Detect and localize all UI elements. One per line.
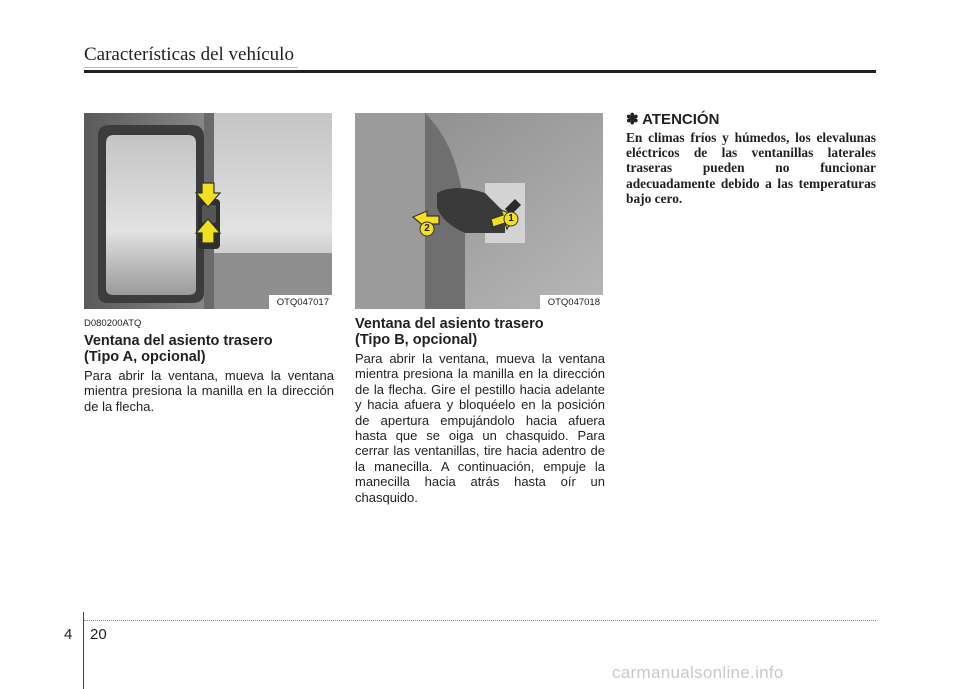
footer-rule: [84, 620, 876, 621]
caution-body: En climas fríos y húmedos, los elevalunas eléctricos de las ventanillas laterales traseras pueden no funcionar adecuadamente debido a las temperaturas bajo cero.: [626, 130, 876, 206]
section-a-heading-line1: Ventana del asiento trasero: [84, 333, 273, 349]
footer-divider: [83, 612, 84, 689]
figure-window-type-a: [84, 113, 332, 309]
window-type-b-illustration: [355, 113, 603, 309]
section-b-heading-line1: Ventana del asiento trasero: [355, 316, 544, 332]
callout-2: 2: [424, 223, 430, 234]
figure-caption: OTQ047018: [540, 295, 603, 309]
section-a-body: Para abrir la ventana, mueva la ventana mientra presiona la manilla en la dirección de la flecha.: [84, 368, 334, 414]
header-rule: [84, 70, 876, 73]
caution-title: ✽ ATENCIÓN: [626, 111, 720, 128]
figure-caption: OTQ047017: [269, 295, 332, 309]
callout-1: 1: [508, 213, 514, 224]
watermark: carmanualsonline.info: [612, 663, 784, 682]
window-type-a-illustration: [84, 113, 332, 309]
section-a-heading-line2: (Tipo A, opcional): [84, 349, 206, 365]
section-b-heading: [355, 316, 610, 348]
section-b-body: Para abrir la ventana, mueva la ventana mientra presiona la manilla en la dirección de la flecha. Gire el pestillo hacia adelante y hacia afuera y bloquéelo en la posición de apertura empujándolo hacia afuera hasta que se oiga un chasquido. Para cerrar las ventanillas, tire hacia adentro de la manecilla. A continuación, empuje la manecilla hacia atrás hasta oír un chasquido.: [355, 351, 605, 505]
figure-window-type-b: [355, 113, 603, 309]
page-number: 20: [90, 626, 107, 643]
section-a-heading: [84, 333, 332, 365]
chapter-number: 4: [64, 626, 73, 643]
section-code: D080200ATQ: [84, 318, 142, 329]
header-underline: [84, 67, 298, 68]
section-b-heading-line2: (Tipo B, opcional): [355, 332, 478, 348]
page-header-title: Características del vehículo: [84, 44, 294, 65]
